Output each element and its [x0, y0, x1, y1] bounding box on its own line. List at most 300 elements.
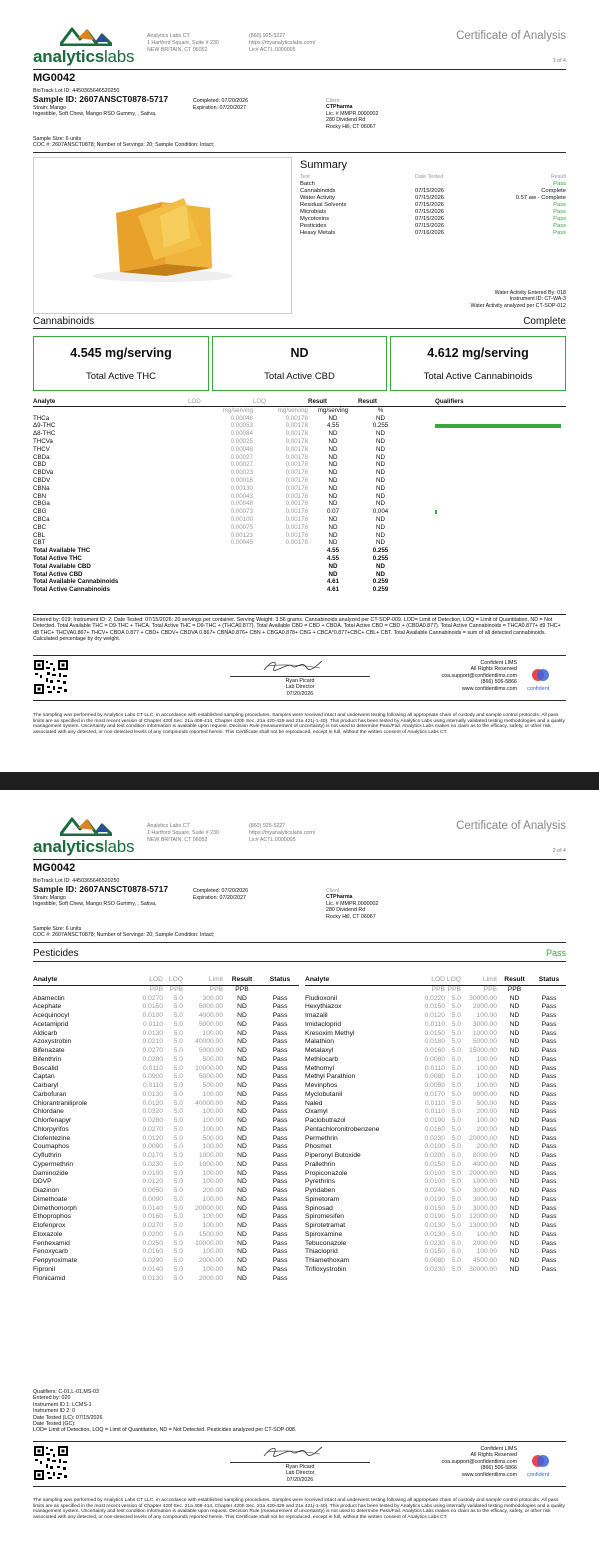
sample-size-p2: Sample Size: 6 units: [33, 926, 82, 932]
pesticide-row: [305, 1266, 566, 1275]
pesticide-cell: 200.00: [476, 1143, 497, 1151]
pesticide-cell: 5.0: [451, 1239, 461, 1247]
pesticide-cell: 5.0: [451, 1257, 461, 1264]
pesticide-cell: Pass: [272, 1152, 288, 1159]
pesticide-cell: 100.00: [202, 1143, 223, 1151]
unit-loq: mg/serving: [277, 406, 308, 414]
pesticide-cell: 5.0: [451, 1134, 461, 1142]
pesticide-cell: 5.0: [451, 1038, 461, 1046]
pesticide-cell: 0.0050: [142, 1187, 163, 1194]
pesticide-row: [305, 1213, 566, 1222]
pesticide-cell: Pass: [541, 1029, 557, 1037]
cannabinoid-row: [33, 415, 566, 423]
pesticide-cell: 5.0: [173, 1160, 183, 1168]
pesticide-cell: ND: [509, 1038, 520, 1046]
cannabinoid-row: [33, 469, 566, 477]
pesticide-row: [305, 1187, 566, 1196]
pesticide-cell: 3000.00: [472, 1204, 497, 1212]
cannabinoid-cell-lod: 0.00053: [230, 422, 253, 430]
pr-col-result: Result: [504, 976, 525, 983]
pesticide-cell: Pentachloronitrobenzene: [305, 1125, 380, 1133]
pesticide-row: [305, 1065, 566, 1074]
pesticide-cell: ND: [237, 1152, 247, 1159]
lims-email-p2[interactable]: coa.support@confidentlims.com: [441, 1458, 517, 1465]
pesticide-row: [33, 1187, 299, 1196]
pesticide-cell: 5.0: [451, 1143, 461, 1151]
pesticide-cell: 1500.00: [198, 1230, 223, 1238]
cannabinoid-cell-analyte: Δ8-THC: [33, 430, 56, 438]
summary-cell-test: Pesticides: [300, 223, 327, 229]
pesticide-cell: 0.0110: [143, 1020, 163, 1028]
pesticide-cell: 5.0: [173, 1099, 183, 1107]
completed-date: Completed: 07/20/2026: [193, 98, 249, 104]
pesticide-row: [305, 1231, 566, 1240]
lab-contact-block: [249, 33, 315, 54]
pesticide-cell: Pass: [272, 1187, 288, 1194]
pesticide-cell: 0.0120: [424, 1012, 445, 1019]
pesticide-cell: Cypermethrin: [33, 1160, 74, 1168]
cannabinoid-cell-lod: 0.00048: [230, 414, 253, 422]
cannabinoid-cell-analyte: CBN: [33, 492, 47, 500]
col-qualifiers: Qualifiers: [435, 398, 464, 405]
pesticide-cell: ND: [509, 1003, 520, 1011]
pesticide-cell: 12000.00: [469, 1213, 497, 1221]
pesticide-cell: Dimethoate: [33, 1195, 68, 1203]
summary-row: [300, 188, 566, 195]
qr-code[interactable]: [33, 659, 69, 695]
pesticide-note-line: Date Tested (LC): 07/15/2026: [33, 1414, 103, 1421]
pesticide-cell: Pass: [272, 1099, 288, 1107]
pesticide-cell: 200.00: [476, 1108, 497, 1116]
pesticide-cell: Fipronil: [33, 1265, 55, 1273]
pesticide-cell: 3000.00: [472, 1020, 497, 1028]
cannabinoid-cell-result-mg: ND: [328, 430, 338, 438]
cannabinoid-cell-result-mg: ND: [328, 476, 338, 484]
cannabinoid-cell-analyte: CBCa: [33, 515, 50, 523]
pesticide-row: [305, 1222, 566, 1231]
cannabinoid-row: [33, 493, 566, 501]
pesticide-cell: 5.0: [173, 1082, 183, 1089]
pesticide-cell: 0.0900: [142, 1073, 163, 1081]
pesticide-cell: 5.0: [173, 1187, 183, 1194]
cannabinoid-cell-result-pct: ND: [376, 523, 385, 531]
cannabinoids-status: Complete: [523, 316, 566, 327]
pesticide-cell: ND: [237, 1055, 247, 1063]
summary-cell-test: Microbials: [300, 209, 327, 215]
pesticide-cell: ND: [237, 1239, 247, 1247]
lab-phone-p2: (860) 925-5227: [249, 823, 286, 829]
cannabinoid-total-cell: Total Available THC: [33, 547, 91, 555]
cannabinoid-cell-lod: 0.00027: [230, 453, 253, 461]
pl-col-status: Status: [269, 976, 291, 983]
signatory-title-p2: Lab Director: [285, 1470, 315, 1477]
pesticide-cell: Chlordane: [33, 1108, 64, 1116]
pesticide-cell: Oxamyl: [305, 1108, 328, 1116]
pesticide-cell: 500.00: [202, 1134, 223, 1142]
notes-divider: [33, 655, 566, 656]
client-label-p2: Client: [326, 888, 340, 894]
pesticide-cell: ND: [237, 1064, 247, 1072]
pesticide-cell: ND: [509, 1169, 520, 1177]
pesticide-cell: ND: [237, 1020, 247, 1028]
pesticide-cell: Daminozide: [33, 1169, 69, 1177]
summary-header-result: Result: [550, 174, 566, 180]
coa-page-2: [0, 790, 599, 1563]
pesticide-cell: Pass: [541, 1064, 557, 1072]
pesticide-cell: 100.00: [476, 1073, 497, 1081]
confident-wordmark: confident: [527, 685, 550, 692]
pesticides-divider: [33, 961, 566, 962]
pesticide-cell: 40000.00: [195, 1099, 223, 1107]
summary-cell-test: Water Activity: [300, 195, 335, 201]
pesticide-row: [305, 1170, 566, 1179]
lims-phone-p2: (866) 506-5866: [480, 1465, 517, 1472]
summary-row: [300, 216, 566, 223]
pesticide-right-header: [305, 976, 566, 985]
pesticide-cell: 30000.00: [469, 994, 497, 1002]
cannabinoid-cell-analyte: THCa: [33, 414, 50, 422]
pesticide-cell: 0.0150: [142, 1003, 163, 1011]
pesticide-cell: Pass: [272, 1230, 288, 1238]
pesticide-cell: 2000.00: [198, 1257, 223, 1264]
pesticide-cell: Spiroxamine: [305, 1230, 343, 1238]
pesticide-cell: Pass: [272, 1265, 288, 1273]
cannabinoid-cell-result-pct: ND: [376, 476, 385, 484]
cannabinoid-cell-result-mg: ND: [328, 492, 338, 500]
cannabinoid-table: [33, 398, 566, 594]
pesticide-cell: 5.0: [451, 1029, 461, 1037]
sample-divider: [33, 152, 566, 153]
pesticide-cell: Paclobutrazol: [305, 1117, 346, 1124]
pesticide-cell: 0.0120: [142, 1134, 163, 1142]
pesticide-note-line: LOD= Limit of Detection, LOQ = Limit of Quantitation, ND = Not Detected. Pesticides analyzed per CT-SOP-008.: [33, 1427, 297, 1434]
pr-unit-result: PPB: [507, 985, 522, 993]
wa-note-2: Instrument ID: CT-WA-3: [509, 296, 566, 303]
pesticide-cell: Pass: [272, 1178, 288, 1186]
pesticide-cell: ND: [237, 1082, 247, 1089]
pesticide-table-right-wrap: [305, 976, 566, 1275]
summary-cell-result: Pass: [553, 209, 566, 215]
cannabinoid-total-cell: 4.61: [326, 586, 340, 594]
pesticide-cell: 100.00: [476, 1064, 497, 1072]
logo-word-light-p2: labs: [103, 837, 135, 856]
summary-cell-date: 07/15/2026: [415, 202, 445, 208]
cannabinoid-total-row: [33, 571, 566, 579]
pesticide-row: [33, 1196, 299, 1205]
pesticide-row: [305, 1126, 566, 1135]
pesticide-cell: 100.00: [202, 1213, 223, 1221]
pesticide-row: [33, 1275, 299, 1284]
pesticide-cell: Pass: [541, 1230, 557, 1238]
total-active-thc-value: 4.545 mg/serving: [70, 346, 172, 360]
pesticide-cell: 5.0: [451, 1152, 461, 1159]
pesticide-cell: Clofentezine: [33, 1134, 71, 1142]
pesticide-cell: Pass: [541, 1082, 557, 1089]
summary-cell-result: Pass: [553, 202, 566, 208]
pr-col-analyte: Analyte: [305, 976, 330, 983]
pesticide-cell: 500.00: [202, 1055, 223, 1063]
pesticide-cell: 300.00: [202, 994, 223, 1002]
pesticide-cell: Metalaxyl: [305, 1047, 334, 1054]
cannabinoid-total-cell: Total Available CBD: [33, 562, 91, 570]
pesticide-row: [305, 1100, 566, 1109]
pesticide-cell: Pass: [541, 1020, 557, 1028]
cannabinoid-total-cell: ND: [376, 570, 385, 578]
cannabinoid-cell-lod: 0.00016: [230, 476, 253, 484]
pesticide-cell: 0.0100: [424, 1169, 445, 1177]
pesticide-cell: 13000.00: [469, 1222, 497, 1229]
pesticide-cell: 500.00: [476, 1099, 497, 1107]
pesticide-cell: Pass: [541, 1038, 557, 1046]
cannabinoid-cell-loq: 0.00178: [285, 414, 308, 422]
pesticide-cell: 5.0: [451, 1090, 461, 1098]
pesticide-cell: Pass: [272, 1038, 288, 1046]
pesticide-cell: 100.00: [202, 1195, 223, 1203]
lims-email[interactable]: coa.support@confidentlims.com: [441, 672, 517, 679]
confident-logo: [527, 667, 552, 692]
pesticide-cell: Pass: [272, 1090, 288, 1098]
header-divider-p2: [33, 859, 566, 860]
pesticide-cell: 100.00: [476, 1055, 497, 1063]
cannabinoid-table-wrap: [33, 398, 566, 594]
pesticide-cell: Fenhexamid: [33, 1239, 70, 1247]
completed-date-p2: Completed: 07/20/2026: [193, 888, 249, 894]
pesticide-cell: 5.0: [173, 1020, 183, 1028]
qr-code-p2[interactable]: [33, 1445, 69, 1481]
pesticide-cell: 0.0150: [424, 1003, 445, 1011]
client-address2-p2: Rocky Hill, CT 06067: [326, 913, 376, 920]
pesticide-cell: 0.0130: [142, 1029, 163, 1037]
pesticide-cell: ND: [237, 1213, 247, 1221]
pesticide-cell: Pass: [541, 1073, 557, 1081]
pesticide-cell: 5.0: [451, 1073, 461, 1081]
cannabinoid-total-cell: Total Active THC: [33, 554, 82, 562]
pesticide-cell: Boscalid: [33, 1064, 59, 1072]
signatory-date-p2: 07/20/2026: [286, 1476, 314, 1483]
cannabinoid-cell-analyte: CBD: [33, 461, 47, 469]
pesticides-status: Pass: [545, 948, 566, 958]
pesticide-cell: 0.0080: [424, 1073, 445, 1081]
unit-result-mg: mg/serving: [317, 406, 349, 414]
pesticide-cell: 100.00: [476, 1230, 497, 1238]
pesticide-cell: 5.0: [451, 1082, 461, 1089]
pesticide-cell: 0.0180: [424, 1038, 445, 1046]
lab-logo-mark-p2: [60, 816, 112, 839]
pesticide-cell: 0.0120: [142, 1178, 163, 1186]
pesticide-row: [33, 1073, 299, 1082]
cannabinoid-cell-analyte: CBC: [33, 523, 47, 531]
pesticide-cell: 0.0150: [424, 1160, 445, 1168]
summary-header: [300, 174, 566, 181]
pesticide-cell: Pass: [272, 1064, 288, 1072]
pesticide-cell: Propiconazole: [305, 1169, 348, 1177]
pesticide-cell: ND: [237, 1248, 247, 1256]
pesticide-cell: 0.0080: [424, 1055, 445, 1063]
pesticide-cell: ND: [509, 1204, 520, 1212]
pesticide-cell: Kresoxim Methyl: [305, 1029, 355, 1037]
cannabinoid-cell-analyte: THCVa: [33, 437, 53, 445]
logo-word-bold-p2: analytics: [33, 837, 104, 856]
total-active-cbd-label: Total Active CBD: [264, 371, 335, 383]
pl-col-analyte: Analyte: [33, 976, 58, 983]
pesticide-cell: 100.00: [476, 1012, 497, 1019]
cannabinoid-cell-analyte: Δ9-THC: [33, 422, 56, 430]
cannabinoid-cell-analyte: CBL: [33, 531, 46, 539]
summary-cell-test: Cannabinoids: [300, 188, 336, 194]
lims-name: Confident LIMS: [480, 660, 517, 666]
cannabinoid-cell-loq: 0.00178: [285, 539, 308, 547]
strain: Strain: Mango: [33, 105, 66, 111]
pesticide-row: [33, 1030, 299, 1039]
cannabinoid-row: [33, 477, 566, 485]
cannabinoid-cell-loq: 0.00178: [285, 484, 308, 492]
pesticide-cell: 0.0270: [142, 994, 163, 1002]
cannabinoid-cell-lod: 0.00130: [230, 484, 253, 492]
cannabinoid-total-cell: 0.259: [372, 578, 389, 586]
pesticide-cell: Pass: [541, 1265, 557, 1273]
logo-word-bold: analytics: [33, 47, 104, 66]
pesticide-cell: 5.0: [173, 1222, 183, 1229]
pesticide-cell: 0.0250: [142, 1239, 163, 1247]
product-description: Ingestible, Soft Chew, Mango RSO Gummy, , Sativa,: [33, 111, 157, 117]
pesticide-cell: 5.0: [451, 1169, 461, 1177]
pesticide-cell: 0.0220: [424, 994, 445, 1002]
product-code-p2: MG0042: [33, 862, 76, 874]
confident-logo-icon: [530, 1453, 552, 1469]
pesticide-cell: 100.00: [202, 1117, 223, 1124]
pesticide-cell: 1000.00: [472, 1178, 497, 1186]
disclaimer: The sampling was performed by Analytics Labs CT LLC, in accordance with established sampling procedures. Samples were received intact and underwent testing following all appropriate chain of custody and sample control protocols. All pass limits are as specified in the most recent version of Chapter 420f Sec. 21a 408-414, Chapter 420h Sec. 21a 420-429 and 21a 421j-1-40). This product has been tested by Analytics Labs using internally validated testing methodologies and a quality management system. Uncertainty and test condition information is available upon request. Decision Rule (measurement of uncertainty) is not used to determine Pass/Fail. Analytics Labs makes no claim as to the efficacy, safety, or other risk associated with any detected, or non-detected levels of any compounds reported herein. This Certificate shall not be reproduced, except in full, without the written consent of Analytics Labs CT.: [33, 713, 565, 735]
pesticide-cell: Etofenprox: [33, 1222, 66, 1229]
lab-logo-wordmark: [33, 47, 134, 67]
pesticide-cell: Captan: [33, 1073, 55, 1081]
cannabinoid-cell-loq: 0.00178: [285, 469, 308, 477]
pesticide-cell: 0.0150: [424, 1029, 445, 1037]
lab-logo-mark: [60, 26, 112, 49]
pesticide-cell: 0.0130: [142, 1090, 163, 1098]
cannabinoid-row: [33, 430, 566, 438]
cannabinoid-cell-lod: 0.00123: [230, 531, 253, 539]
pesticide-cell: 0.0320: [142, 1108, 163, 1116]
pesticide-cell: 5.0: [451, 1099, 461, 1107]
pesticide-row: [305, 1047, 566, 1056]
cannabinoid-cell-loq: 0.00178: [285, 461, 308, 469]
signatory-block: [270, 678, 330, 697]
pesticide-row: [305, 1056, 566, 1065]
pesticide-row: [33, 1222, 299, 1231]
pesticide-cell: ND: [509, 1064, 520, 1072]
cannabinoid-total-cell: Total Available Cannabinoids: [33, 578, 119, 586]
pesticide-row: [33, 1205, 299, 1214]
pesticide-cell: 5.0: [173, 1038, 183, 1046]
pesticide-cell: Thiamethoxam: [305, 1257, 350, 1264]
pesticide-cell: Pass: [272, 1082, 288, 1089]
pesticide-cell: 0.0160: [424, 1047, 445, 1054]
pesticide-cell: Phosmet: [305, 1143, 332, 1151]
cannabinoid-bar: [435, 424, 561, 428]
pesticide-cell: Aldicarb: [33, 1029, 58, 1037]
cannabinoid-cell-result-pct: ND: [376, 469, 385, 477]
sig-divider: [33, 700, 566, 701]
total-active-cannabinoids-label: Total Active Cannabinoids: [423, 371, 533, 383]
pesticide-cell: Fludioxonil: [305, 994, 337, 1002]
cannabinoid-total-row: [33, 578, 566, 586]
pesticide-cell: ND: [509, 1230, 520, 1238]
cannabinoid-cell-loq: 0.00178: [285, 437, 308, 445]
cannabinoids-title: Cannabinoids: [33, 316, 95, 327]
pesticide-cell: 5.0: [173, 1152, 183, 1159]
pesticide-cell: ND: [237, 1178, 247, 1186]
lims-website-p2[interactable]: www.confidentlims.com: [461, 1471, 517, 1478]
pl-col-limit: Limit: [208, 976, 223, 983]
pesticide-row: [33, 1082, 299, 1091]
pesticide-cell: 100.00: [476, 1117, 497, 1124]
pesticide-row: [33, 1065, 299, 1074]
mountains-icon: [60, 26, 112, 46]
cannabinoid-row: [33, 485, 566, 493]
pesticide-cell: 5.0: [173, 1003, 183, 1011]
pesticide-cell: Acephate: [33, 1003, 62, 1011]
lab-website-p2[interactable]: https://myanalyticslabs.com/: [249, 830, 316, 836]
pesticide-cell: ND: [509, 1222, 520, 1229]
pesticide-cell: Dimethomorph: [33, 1204, 77, 1212]
pesticide-cell: 0.0160: [424, 1125, 445, 1133]
pesticide-cell: 5.0: [173, 1134, 183, 1142]
cannabinoid-cell-result-pct: ND: [376, 414, 385, 422]
pesticide-cell: Piperonyl Butoxide: [305, 1152, 361, 1159]
pesticide-table-left: [33, 976, 299, 1283]
cannabinoid-cell-lod: 0.00043: [230, 492, 253, 500]
cannabinoid-cell-loq: 0.00178: [285, 430, 308, 438]
pesticide-cell: 10000.00: [195, 1064, 223, 1072]
pesticide-row: [33, 1012, 299, 1021]
pesticide-row: [305, 1178, 566, 1187]
col-lod: LOD: [188, 398, 201, 405]
pesticide-row: [305, 1143, 566, 1152]
pesticide-cell: Myclobutanil: [305, 1090, 343, 1098]
pesticide-cell: Pass: [541, 1222, 557, 1229]
cannabinoid-total-cell: 4.55: [326, 554, 340, 562]
pesticide-cell: Spinosad: [305, 1204, 333, 1212]
signatory-name-p2: Ryan Picard: [285, 1464, 315, 1470]
pesticide-row: [33, 1091, 299, 1100]
cannabinoid-cell-loq: 0.00178: [285, 500, 308, 508]
pesticide-cell: Pass: [272, 1003, 288, 1011]
summary-cell-date: 07/15/2026: [415, 216, 445, 222]
client-name: CTPharma: [326, 104, 353, 111]
lab-website[interactable]: https://myanalyticslabs.com/: [249, 40, 316, 46]
client-address1: 280 Dividend Rd: [326, 117, 366, 124]
pesticide-cell: 30000.00: [469, 1265, 497, 1273]
pesticide-cell: ND: [509, 1117, 520, 1124]
pesticide-cell: 0.0110: [143, 1064, 163, 1072]
lims-block-p2: [442, 1446, 517, 1478]
cannabinoids-divider: [33, 328, 566, 329]
lims-website[interactable]: www.confidentlims.com: [461, 685, 517, 692]
pesticide-row: [33, 1170, 299, 1179]
cannabinoid-cell-loq: 0.00178: [285, 515, 308, 523]
pesticide-cell: Etoxazole: [33, 1230, 63, 1238]
pesticide-cell: Pass: [272, 1020, 288, 1028]
pesticide-cell: Spirotetramat: [305, 1222, 346, 1229]
pesticide-cell: ND: [237, 1195, 247, 1203]
cannabinoid-cell-result-pct: ND: [376, 500, 385, 508]
summary-title: Summary: [300, 159, 348, 171]
cannabinoid-cell-result-pct: 0.255: [372, 422, 389, 430]
cannabinoid-row: [33, 539, 566, 547]
lims-phone: (866) 506-5866: [480, 679, 517, 686]
cannabinoid-total-row: [33, 555, 566, 563]
